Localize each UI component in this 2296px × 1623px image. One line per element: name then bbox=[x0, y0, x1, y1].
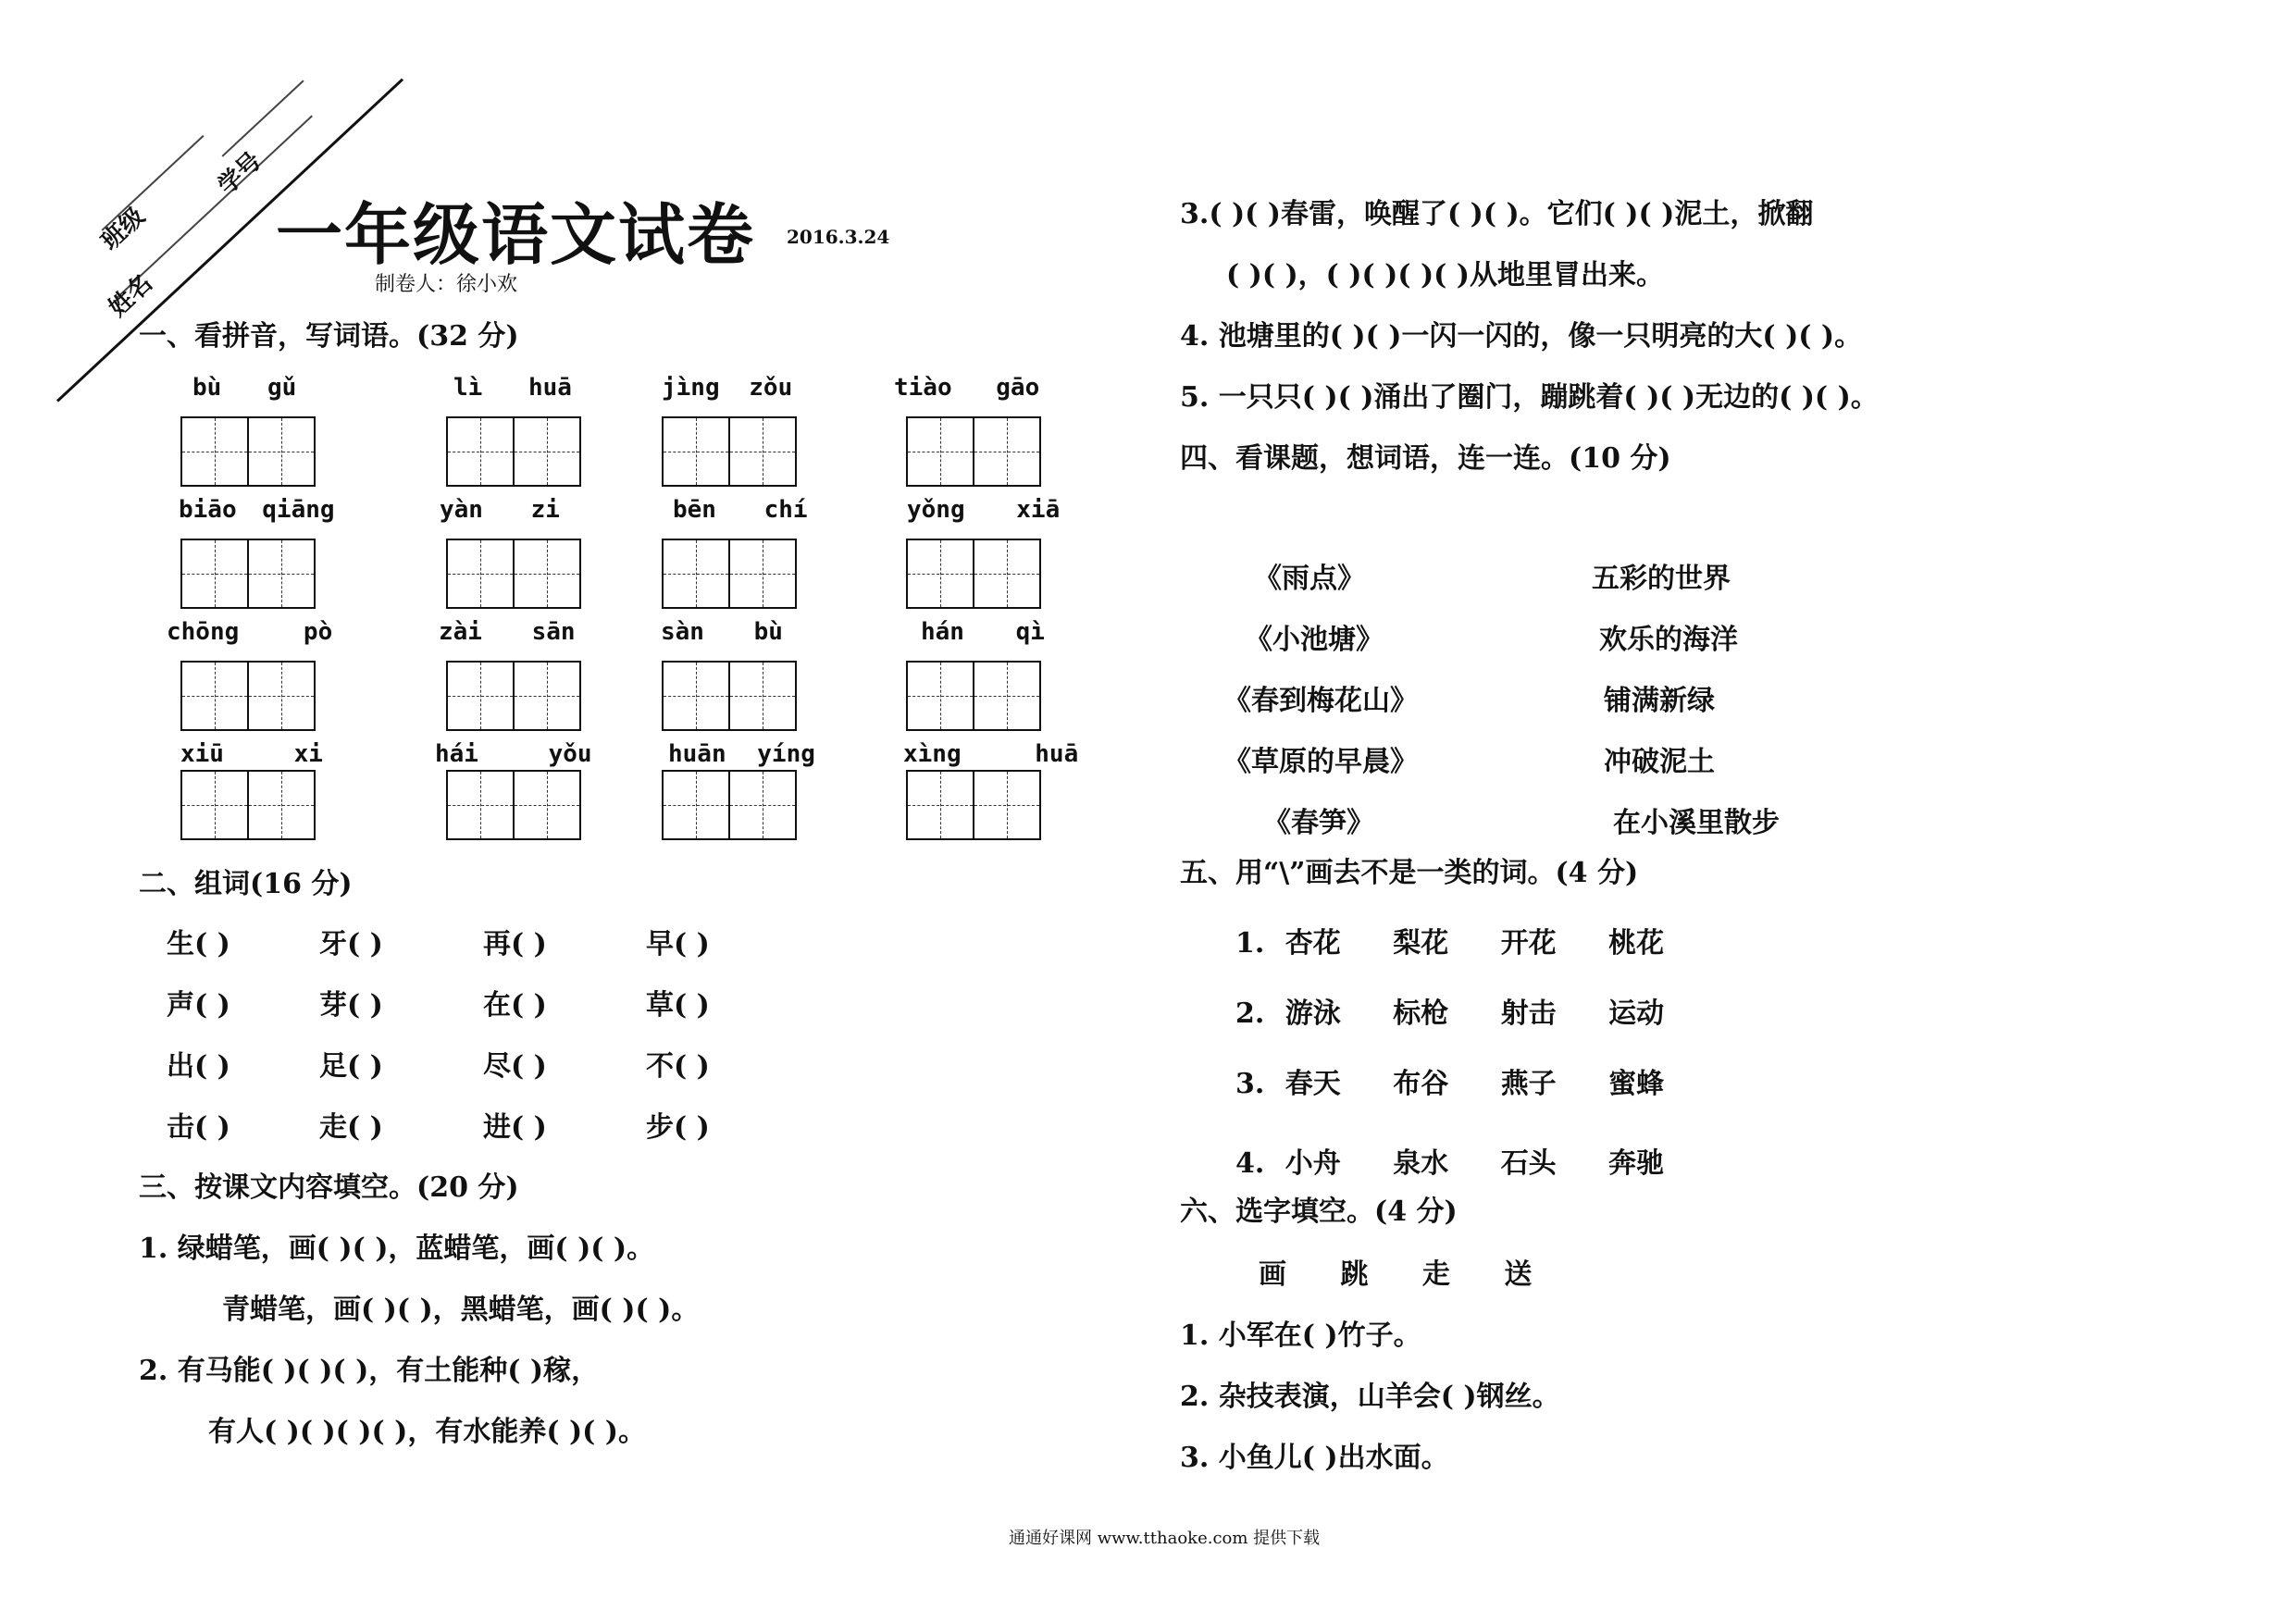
row-number: 3. bbox=[1235, 1068, 1265, 1100]
pinyin-1-1: bù gǔ bbox=[192, 374, 297, 402]
writing-grid[interactable] bbox=[662, 416, 799, 487]
category-word[interactable]: 开花 bbox=[1500, 927, 1557, 960]
category-word[interactable]: 标枪 bbox=[1393, 997, 1449, 1030]
category-word[interactable]: 燕子 bbox=[1500, 1068, 1557, 1100]
lesson-title[interactable]: 《春笋》 bbox=[1263, 807, 1374, 839]
category-word[interactable]: 奔驰 bbox=[1608, 1147, 1665, 1180]
pinyin-4-1: xiū xi bbox=[180, 740, 323, 768]
author-line: 制卷人：徐小欢 bbox=[375, 273, 518, 296]
fill-line-2a: 2. 有马能( )( )( )，有土能种( )稼， bbox=[139, 1355, 600, 1387]
category-word[interactable]: 春天 bbox=[1285, 1068, 1341, 1100]
writing-grid[interactable] bbox=[906, 770, 1043, 840]
name-label: 姓名 bbox=[104, 268, 158, 323]
word-item: 声( ) bbox=[167, 989, 230, 1022]
word-item: 出( ) bbox=[167, 1050, 230, 1083]
section6-heading: 六、选字填空。(4 分) bbox=[1180, 1196, 1458, 1228]
writing-grid[interactable] bbox=[446, 661, 583, 731]
word-item: 牙( ) bbox=[319, 928, 383, 960]
match-phrase[interactable]: 铺满新绿 bbox=[1604, 685, 1715, 717]
choice-word: 画 bbox=[1259, 1258, 1286, 1291]
writing-grid[interactable] bbox=[662, 770, 799, 840]
pinyin-1-4: tiào gāo bbox=[894, 374, 1040, 402]
lesson-title[interactable]: 《春到梅花山》 bbox=[1223, 685, 1418, 717]
writing-grid[interactable] bbox=[180, 416, 317, 487]
category-word[interactable]: 桃花 bbox=[1608, 927, 1665, 960]
choice-fill-3: 3. 小鱼儿( )出水面。 bbox=[1180, 1442, 1449, 1474]
word-item: 走( ) bbox=[319, 1111, 383, 1144]
category-word[interactable]: 梨花 bbox=[1393, 927, 1449, 960]
choice-words bbox=[1259, 1251, 1532, 1292]
writing-grid[interactable] bbox=[446, 416, 583, 487]
pinyin-4-4: xìng huā bbox=[903, 740, 1079, 768]
pinyin-2-2: yàn zi bbox=[440, 496, 560, 524]
pinyin-4-2: hái yǒu bbox=[435, 740, 592, 768]
pinyin-3-2: zài sān bbox=[439, 618, 576, 646]
word-item: 早( ) bbox=[646, 928, 710, 960]
choice-word: 送 bbox=[1504, 1258, 1533, 1291]
category-row-2 bbox=[1235, 990, 1664, 1031]
word-item: 击( ) bbox=[167, 1111, 230, 1144]
row-number: 1. bbox=[1235, 927, 1265, 960]
category-word[interactable]: 游泳 bbox=[1285, 997, 1341, 1030]
match-phrase[interactable]: 欢乐的海洋 bbox=[1599, 624, 1738, 656]
word-item: 尽( ) bbox=[483, 1050, 547, 1083]
fill-line-5: 5. 一只只( )( )涌出了圈门，蹦跳着( )( )无边的( )( )。 bbox=[1180, 381, 1879, 414]
row-number: 4. bbox=[1235, 1147, 1265, 1180]
fill-line-3a: 3.( )( )春雷，唤醒了( )( )。它们( )( )泥土，掀翻 bbox=[1180, 198, 1814, 230]
category-word[interactable]: 布谷 bbox=[1393, 1068, 1449, 1100]
word-item: 芽( ) bbox=[319, 989, 383, 1022]
word-item: 生( ) bbox=[167, 928, 230, 960]
section3-heading: 三、按课文内容填空。(20 分) bbox=[139, 1171, 519, 1204]
footer-credit: 通通好课网 www.tthaoke.com 提供下载 bbox=[1009, 1529, 1321, 1548]
fill-line-2b: 有人( )( )( )( )，有水能养( )( )。 bbox=[208, 1416, 646, 1448]
word-item: 在( ) bbox=[483, 989, 547, 1022]
word-item: 足( ) bbox=[319, 1050, 383, 1083]
student-id-label: 学号 bbox=[213, 146, 267, 201]
lesson-title[interactable]: 《小池塘》 bbox=[1245, 624, 1384, 656]
lesson-title[interactable]: 《草原的早晨》 bbox=[1223, 746, 1418, 778]
pinyin-1-2: lì huā bbox=[453, 374, 572, 402]
match-phrase[interactable]: 在小溪里散步 bbox=[1613, 807, 1780, 839]
fill-line-1b: 青蜡笔，画( )( )，黑蜡笔，画( )( )。 bbox=[222, 1294, 700, 1326]
category-word[interactable]: 泉水 bbox=[1393, 1147, 1449, 1180]
section2-heading: 二、组词(16 分) bbox=[139, 868, 353, 900]
section5-heading: 五、用“\”画去不是一类的词。(4 分) bbox=[1180, 857, 1639, 889]
category-word[interactable]: 射击 bbox=[1500, 997, 1557, 1030]
section4-heading: 四、看课题，想词语，连一连。(10 分) bbox=[1180, 442, 1671, 475]
id-underline bbox=[221, 80, 304, 156]
choice-word: 走 bbox=[1421, 1258, 1450, 1291]
pinyin-3-4: hán qì bbox=[921, 618, 1045, 646]
exam-date: 2016.3.24 bbox=[787, 226, 890, 248]
writing-grid[interactable] bbox=[446, 539, 583, 609]
lesson-title[interactable]: 《雨点》 bbox=[1254, 563, 1365, 595]
category-word[interactable]: 石头 bbox=[1500, 1147, 1557, 1180]
category-word[interactable]: 运动 bbox=[1608, 997, 1665, 1030]
fill-line-1a: 1. 绿蜡笔，画( )( )，蓝蜡笔，画( )( )。 bbox=[139, 1233, 655, 1265]
class-label: 班级 bbox=[96, 202, 151, 256]
word-item: 不( ) bbox=[646, 1050, 710, 1083]
category-word[interactable]: 杏花 bbox=[1285, 927, 1341, 960]
writing-grid[interactable] bbox=[906, 416, 1043, 487]
row-number: 2. bbox=[1235, 997, 1265, 1030]
match-phrase[interactable]: 五彩的世界 bbox=[1592, 563, 1731, 595]
choice-fill-2: 2. 杂技表演，山羊会( )钢丝。 bbox=[1180, 1381, 1560, 1413]
category-word[interactable]: 蜜蜂 bbox=[1608, 1068, 1665, 1100]
word-item: 再( ) bbox=[483, 928, 547, 960]
category-row-3 bbox=[1235, 1060, 1664, 1101]
word-item: 进( ) bbox=[483, 1111, 547, 1144]
pinyin-3-3: sàn bù bbox=[661, 618, 783, 646]
category-word[interactable]: 小舟 bbox=[1285, 1147, 1341, 1180]
fill-line-3b: ( )( )，( )( )( )( )从地里冒出来。 bbox=[1226, 259, 1664, 291]
writing-grid[interactable] bbox=[446, 770, 583, 840]
match-phrase[interactable]: 冲破泥土 bbox=[1604, 746, 1715, 778]
writing-grid[interactable] bbox=[180, 539, 317, 609]
choice-word: 跳 bbox=[1340, 1258, 1369, 1291]
writing-grid[interactable] bbox=[180, 661, 317, 731]
writing-grid[interactable] bbox=[906, 539, 1043, 609]
pinyin-2-3: bēn chí bbox=[673, 496, 808, 524]
pinyin-2-1: biāo qiāng bbox=[179, 496, 335, 524]
choice-fill-1: 1. 小军在( )竹子。 bbox=[1180, 1319, 1421, 1352]
writing-grid[interactable] bbox=[180, 770, 317, 840]
word-item: 草( ) bbox=[646, 989, 710, 1022]
fill-line-4: 4. 池塘里的( )( )一闪一闪的，像一只明亮的大( )( )。 bbox=[1180, 320, 1863, 353]
pinyin-1-3: jìng zǒu bbox=[662, 374, 793, 402]
pinyin-4-3: huān yíng bbox=[668, 740, 815, 768]
writing-grid[interactable] bbox=[662, 539, 799, 609]
section1-heading: 一、看拼音，写词语。(32 分) bbox=[139, 320, 519, 353]
word-item: 步( ) bbox=[646, 1111, 710, 1144]
writing-grid[interactable] bbox=[906, 661, 1043, 731]
pinyin-3-1: chōng pò bbox=[167, 618, 333, 646]
category-row-4 bbox=[1235, 1140, 1664, 1181]
pinyin-2-4: yǒng xiā bbox=[907, 496, 1061, 524]
category-row-1 bbox=[1235, 920, 1664, 960]
page-title: 一年级语文试卷 bbox=[276, 195, 756, 274]
writing-grid[interactable] bbox=[662, 661, 799, 731]
